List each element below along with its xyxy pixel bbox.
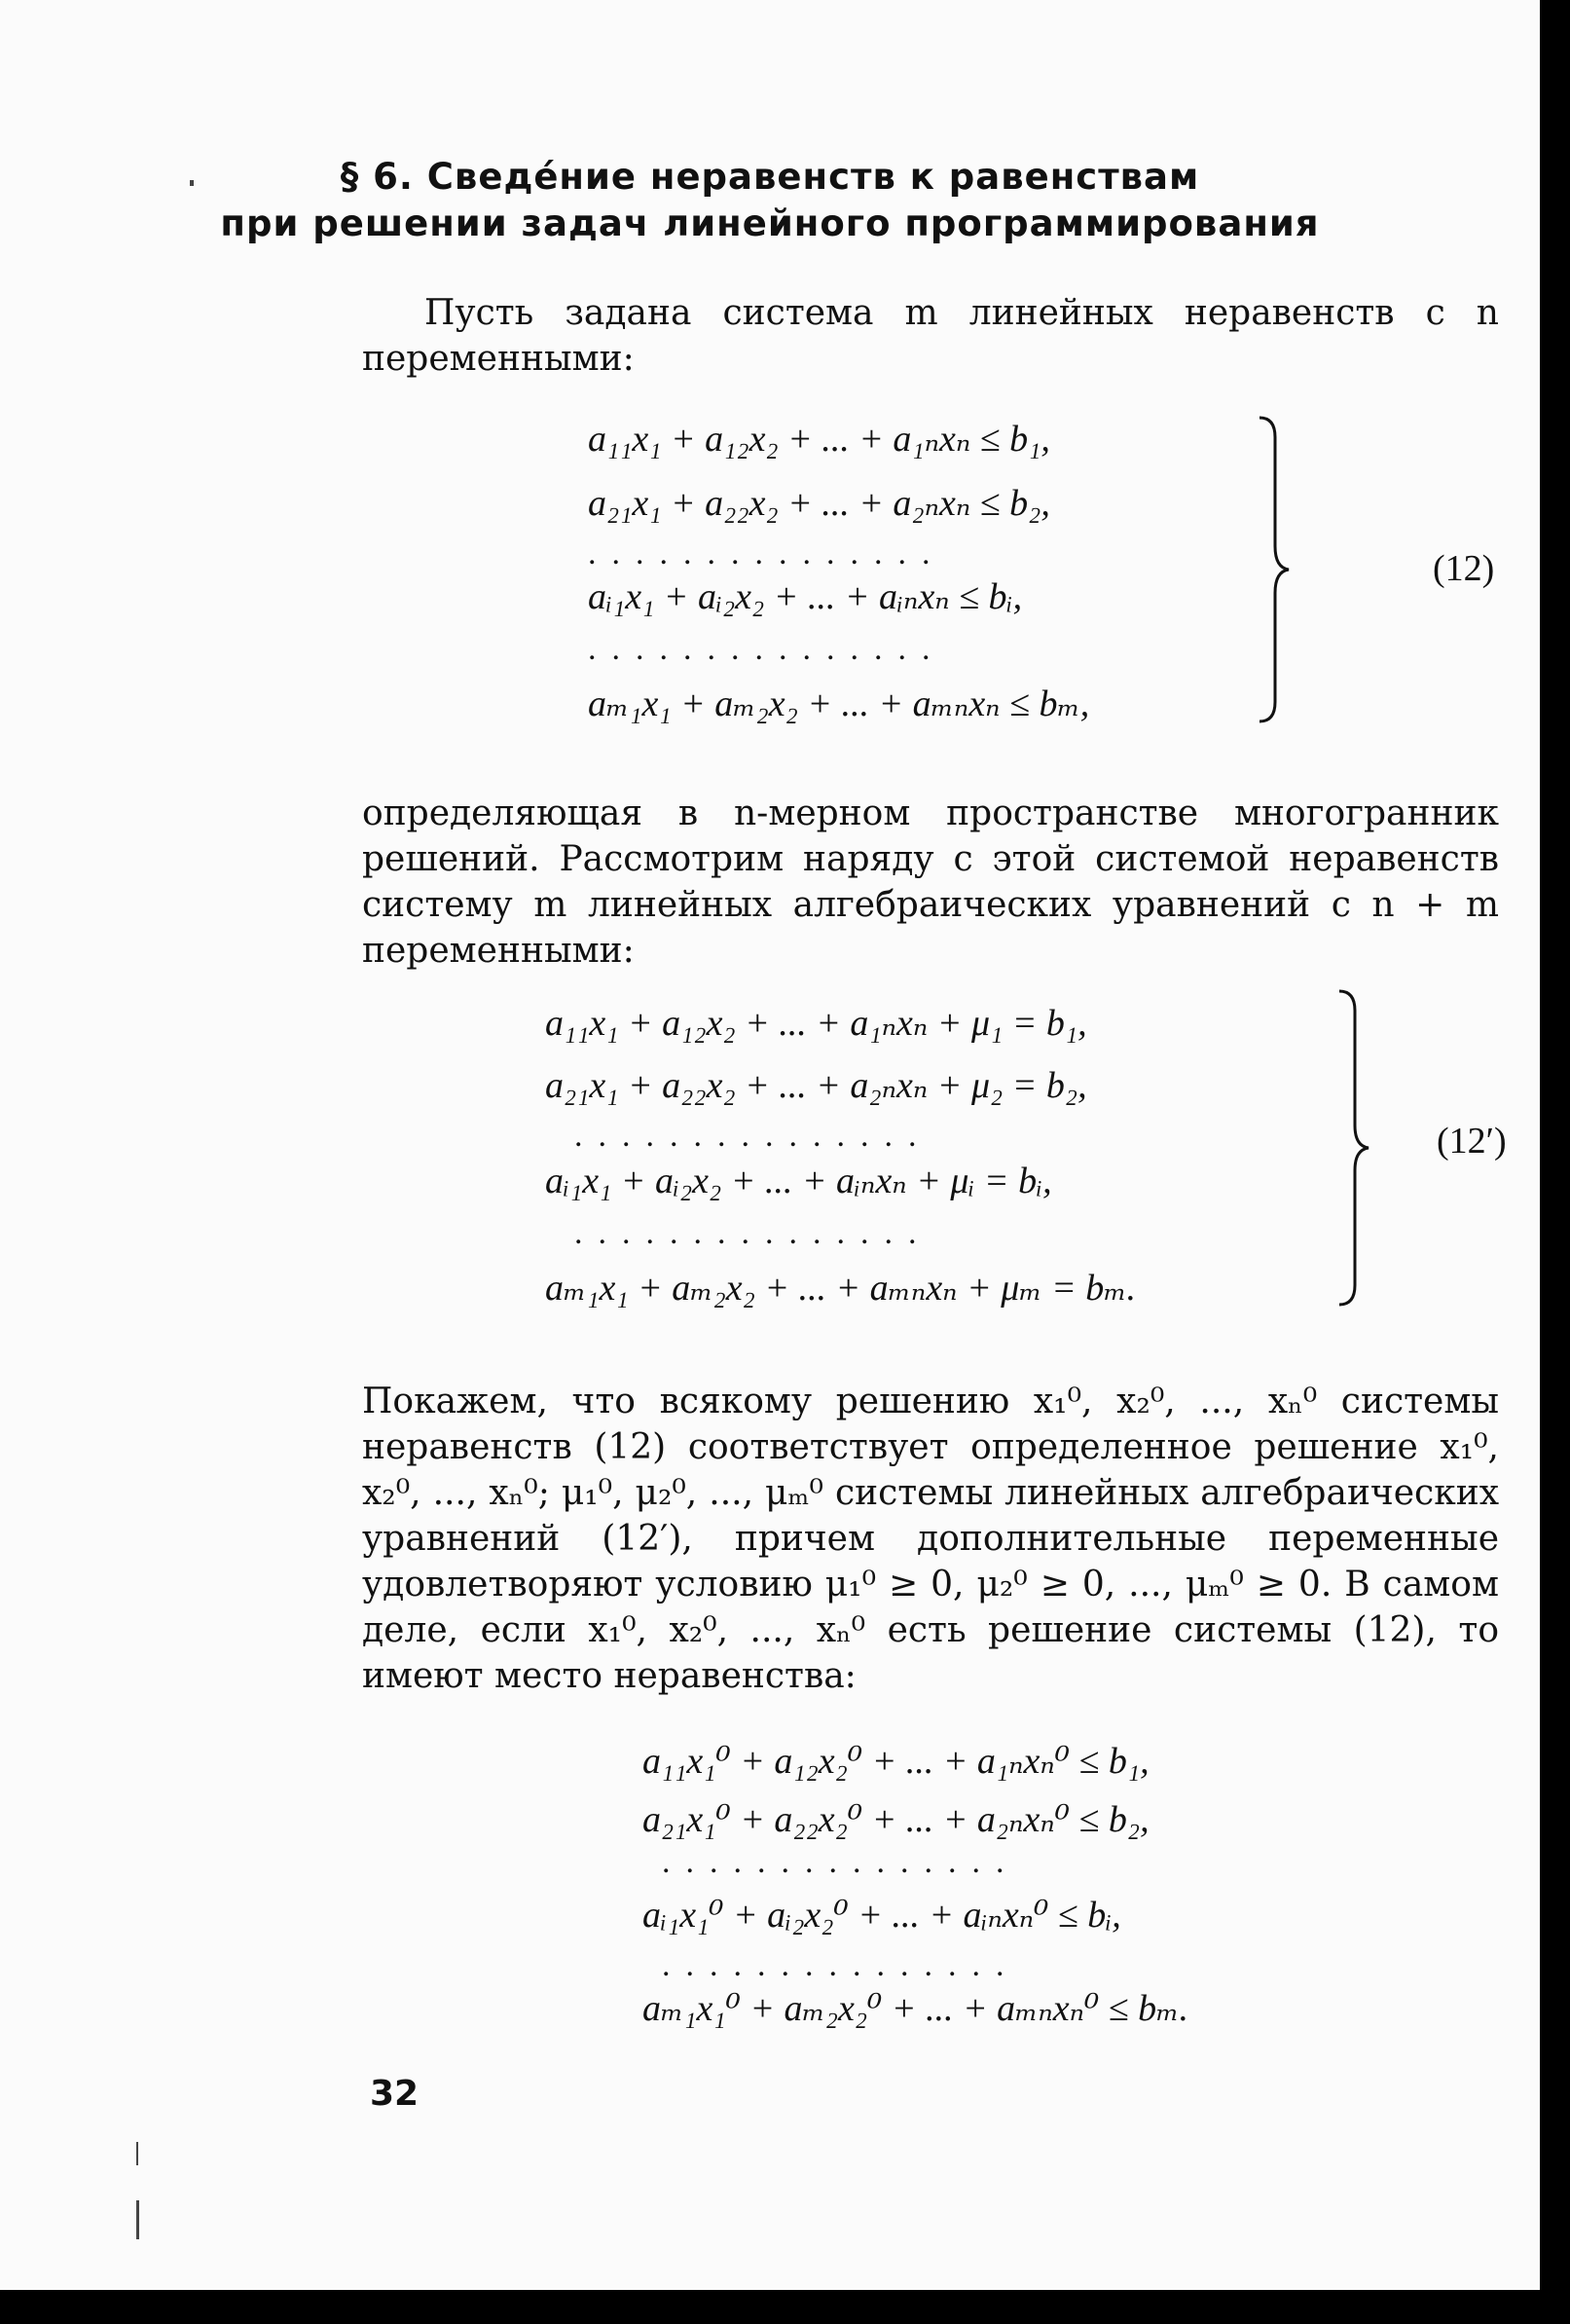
equation-row: aᵢ₁x₁ + aᵢ₂x₂ + ... + aᵢₙxₙ + μᵢ = bᵢ, [545, 1161, 1052, 1201]
equation-row: aₘ₁x₁ + aₘ₂x₂ + ... + aₘₙxₙ ≤ bₘ, [588, 683, 1090, 724]
ellipsis-row: ............... [588, 631, 946, 667]
section-title: § 6. Сведе́ние неравенств к равенствам [340, 156, 1200, 198]
equation-row: a₂₁x₁ + a₂₂x₂ + ... + a₂ₙxₙ ≤ b₂, [588, 483, 1050, 524]
ellipsis-row: ............... [574, 1118, 932, 1154]
paragraph-2: определяющая в n-мерном пространстве многогранник решений. Рассмотрим наряду с этой системой неравенств систему m линейных алгебраических уравнений с n + m переменными: [362, 793, 1499, 971]
paragraph-1: Пусть задана система m линейных неравенств с n переменными: [362, 293, 1499, 379]
ellipsis-row: ............... [662, 1844, 1020, 1880]
paragraph-3: Покажем, что всякому решению x₁⁰, x₂⁰, ..., xₙ⁰ системы неравенств (12) соответствует определенное решение x₁⁰, x₂⁰, ..., xₙ⁰; μ₁⁰, μ₂⁰, ..., μₘ⁰ системы линейных алгебраических уравнений (12′), причем дополнительные переменные удовлетворяют условию μ₁⁰ ≥ 0, μ₂⁰ ≥ 0, ..., μₘ⁰ ≥ 0. В самом деле, если x₁⁰, x₂⁰, ..., xₙ⁰ есть решение системы (12), то имеют место неравенства: [362, 1382, 1499, 1696]
equation-label-12-prime: (12′) [1437, 1121, 1507, 1162]
ellipsis-row: ............... [662, 1947, 1020, 1983]
scan-speck [136, 2142, 138, 2165]
equation-row: aᵢ₁x₁⁰ + aᵢ₂x₂⁰ + ... + aᵢₙxₙ⁰ ≤ bᵢ, [642, 1895, 1121, 1936]
equation-row: aᵢ₁x₁ + aᵢ₂x₂ + ... + aᵢₙxₙ ≤ bᵢ, [588, 576, 1023, 617]
ellipsis-row: ............... [588, 535, 946, 572]
scan-speck [190, 180, 194, 186]
equation-label-12: (12) [1433, 548, 1495, 589]
equation-row: aₘ₁x₁⁰ + aₘ₂x₂⁰ + ... + aₘₙxₙ⁰ ≤ bₘ. [642, 1988, 1188, 2029]
equation-row: a₁₁x₁ + a₁₂x₂ + ... + a₁ₙxₙ + μ₁ = b₁, [545, 1003, 1087, 1044]
page-number: 32 [370, 2074, 420, 2114]
equation-row: aₘ₁x₁ + aₘ₂x₂ + ... + aₘₙxₙ + μₘ = bₘ. [545, 1268, 1137, 1309]
scan-speck [136, 2200, 139, 2239]
equation-row: a₂₁x₁ + a₂₂x₂ + ... + a₂ₙxₙ + μ₂ = b₂, [545, 1065, 1087, 1106]
ellipsis-row: ............... [574, 1215, 932, 1251]
section-subtitle: при решении задач линейного программирования [220, 203, 1320, 244]
equation-row: a₁₁x₁ + a₁₂x₂ + ... + a₁ₙxₙ ≤ b₁, [588, 419, 1050, 460]
equation-row: a₁₁x₁⁰ + a₁₂x₂⁰ + ... + a₁ₙxₙ⁰ ≤ b₁, [642, 1741, 1150, 1782]
right-brace-icon [1254, 414, 1293, 725]
equation-row: a₂₁x₁⁰ + a₂₂x₂⁰ + ... + a₂ₙxₙ⁰ ≤ b₂, [642, 1799, 1150, 1840]
right-brace-icon [1333, 987, 1372, 1309]
